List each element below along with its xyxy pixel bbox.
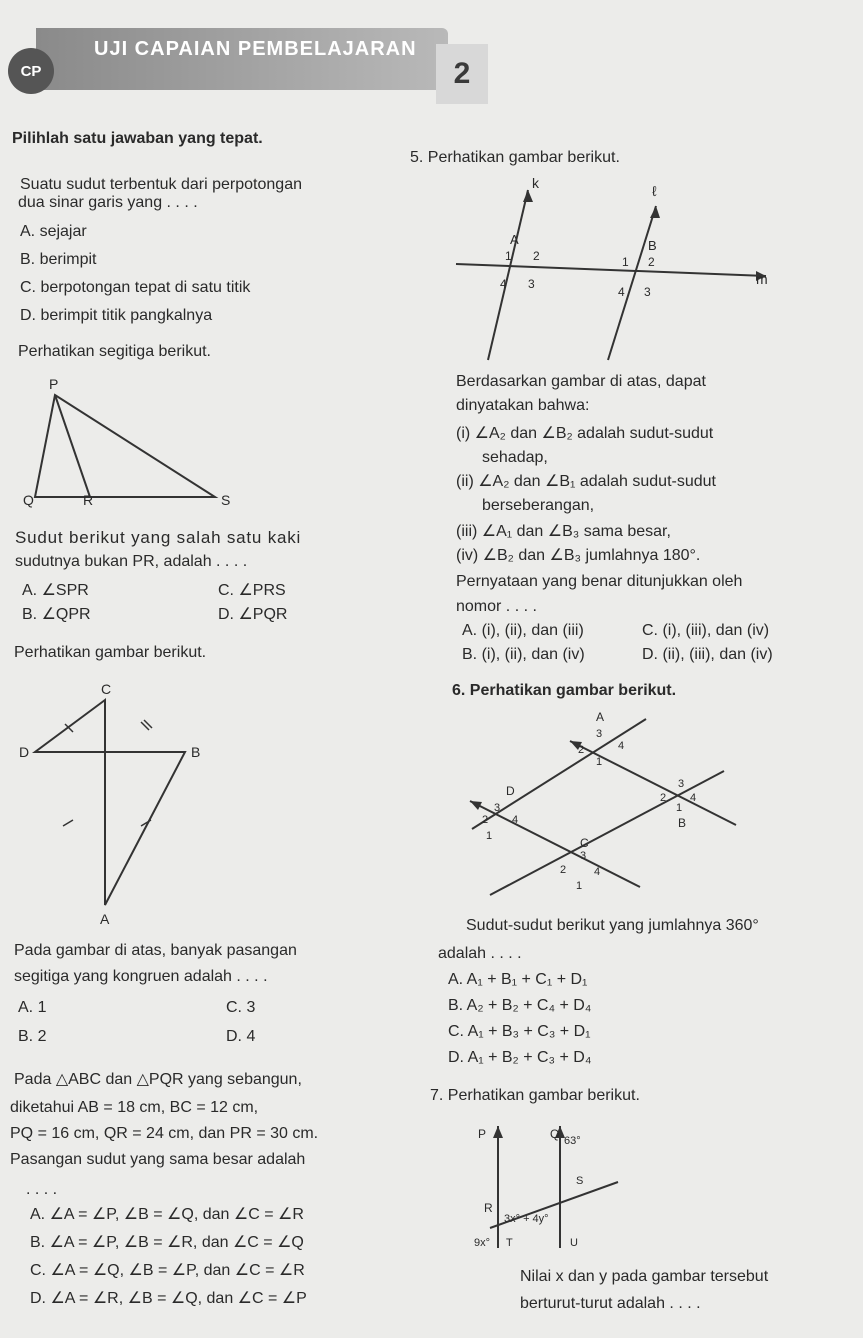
- q7-label-q: Q: [550, 1127, 560, 1141]
- q5-statement-iii: (iii) ∠A₁ dan ∠B₃ sama besar,: [456, 523, 671, 540]
- q5-statement-ii-cont: berseberangan,: [482, 497, 595, 514]
- q7-angle-figure: [470, 1120, 650, 1260]
- q3-option-c[interactable]: C. 3: [226, 999, 256, 1016]
- q3-option-a[interactable]: A. 1: [18, 999, 47, 1016]
- q2-question-line1: Sudut berikut yang salah satu kaki: [15, 528, 302, 547]
- q3-label-b: B: [191, 744, 201, 760]
- q5-b4: 4: [618, 285, 625, 299]
- q7-angle-9x: 9x°: [474, 1237, 491, 1249]
- q5-question-line3: Pernyataan yang benar ditunjukkan oleh: [456, 573, 743, 590]
- q1-option-d[interactable]: D. berimpit titik pangkalnya: [20, 307, 213, 324]
- instruction: Pilihlah satu jawaban yang tepat.: [12, 130, 263, 147]
- q7-label-r: R: [484, 1201, 493, 1215]
- q5-option-b[interactable]: B. (i), (ii), dan (iv): [462, 646, 585, 663]
- q5-b1: 1: [622, 255, 629, 269]
- q6-option-d[interactable]: D. A₁ + B₂ + C₃ + D₄: [448, 1049, 592, 1066]
- q6-c1: 1: [576, 880, 583, 892]
- q4-option-c[interactable]: C. ∠A = ∠Q, ∠B = ∠P, dan ∠C = ∠R: [30, 1262, 305, 1279]
- q6-a3: 3: [596, 728, 603, 740]
- q5-statement-i: (i) ∠A₂ dan ∠B₂ adalah sudut-sudut: [456, 425, 714, 442]
- q6-c2: 2: [560, 864, 567, 876]
- q7-question-line1: Nilai x dan y pada gambar tersebut: [520, 1268, 769, 1285]
- q6-option-b[interactable]: B. A₂ + B₂ + C₄ + D₄: [448, 997, 592, 1014]
- q7-label-u: U: [570, 1237, 578, 1249]
- q6-c3: 3: [580, 850, 587, 862]
- q6-stem: 6. Perhatikan gambar berikut.: [452, 682, 677, 699]
- q2-option-d[interactable]: D. ∠PQR: [218, 606, 288, 623]
- q2-triangle-figure: [15, 375, 245, 515]
- q7-angle-63: 63°: [564, 1135, 581, 1147]
- q1-option-a[interactable]: A. sejajar: [20, 223, 87, 240]
- q1-stem-line1: Suatu sudut terbentuk dari perpotongan: [20, 176, 302, 193]
- q5-question-line1: Berdasarkan gambar di atas, dapat: [456, 373, 706, 390]
- q5-statement-i-cont: sehadap,: [482, 449, 548, 466]
- q3-option-b[interactable]: B. 2: [18, 1028, 47, 1045]
- cp-logo: CP: [8, 48, 54, 94]
- q6-c4: 4: [594, 866, 601, 878]
- q2-label-s: S: [221, 492, 231, 508]
- q4-option-d[interactable]: D. ∠A = ∠R, ∠B = ∠Q, dan ∠C = ∠P: [30, 1290, 307, 1307]
- q2-label-p: P: [49, 376, 59, 392]
- q6-label-a: A: [596, 710, 605, 724]
- q5-label-a: A: [510, 232, 519, 247]
- q1-stem-line2: dua sinar garis yang . . . .: [18, 194, 198, 211]
- q2-label-q: Q: [23, 492, 34, 508]
- q5-a4: 4: [500, 277, 507, 291]
- q3-label-d: D: [19, 744, 30, 760]
- q6-b4: 4: [690, 792, 697, 804]
- q6-question-line2: adalah . . . .: [438, 945, 522, 962]
- q6-label-d: D: [506, 784, 515, 798]
- q7-question-line2: berturut-turut adalah . . . .: [520, 1295, 701, 1312]
- q6-a2: 2: [578, 744, 585, 756]
- q4-option-b[interactable]: B. ∠A = ∠P, ∠B = ∠R, dan ∠C = ∠Q: [30, 1234, 304, 1251]
- q7-label-t: T: [506, 1237, 513, 1249]
- q3-option-d[interactable]: D. 4: [226, 1028, 256, 1045]
- q6-label-b: B: [678, 816, 687, 830]
- section-number-badge: 2: [436, 44, 488, 104]
- q5-a1: 1: [505, 249, 512, 263]
- q4-stem-line5: . . . .: [26, 1181, 58, 1198]
- q4-option-a[interactable]: A. ∠A = ∠P, ∠B = ∠Q, dan ∠C = ∠R: [30, 1206, 304, 1223]
- q7-label-p: P: [478, 1127, 487, 1141]
- q6-option-a[interactable]: A. A₁ + B₁ + C₁ + D₁: [448, 971, 588, 988]
- q3-question-line2: segitiga yang kongruen adalah . . . .: [14, 968, 268, 985]
- q5-parallel-lines-figure: [448, 172, 778, 362]
- q3-kite-figure: [15, 680, 225, 930]
- q5-option-a[interactable]: A. (i), (ii), dan (iii): [462, 622, 584, 639]
- q5-b2: 2: [648, 255, 655, 269]
- q2-option-c[interactable]: C. ∠PRS: [218, 582, 286, 599]
- q6-a1: 1: [596, 756, 603, 768]
- q7-stem: 7. Perhatikan gambar berikut.: [430, 1087, 640, 1104]
- q6-lines-figure: [460, 705, 750, 905]
- q5-question-line2: dinyatakan bahwa:: [456, 397, 590, 414]
- q5-statement-iv: (iv) ∠B₂ dan ∠B₃ jumlahnya 180°.: [456, 547, 701, 564]
- q6-d4: 4: [512, 814, 519, 826]
- q7-label-s: S: [576, 1175, 584, 1187]
- q5-statement-ii: (ii) ∠A₂ dan ∠B₁ adalah sudut-sudut: [456, 473, 716, 490]
- q3-label-a: A: [100, 911, 110, 927]
- q5-b3: 3: [644, 285, 651, 299]
- q5-label-l: ℓ: [652, 183, 657, 199]
- q1-option-b[interactable]: B. berimpit: [20, 251, 97, 268]
- q6-b1: 1: [676, 802, 683, 814]
- q6-label-c: C: [580, 836, 589, 850]
- q6-a4: 4: [618, 740, 625, 752]
- q6-question-line1: Sudut-sudut berikut yang jumlahnya 360°: [466, 917, 759, 934]
- q5-label-b: B: [648, 238, 657, 253]
- q6-d3: 3: [494, 802, 501, 814]
- q6-b3: 3: [678, 778, 685, 790]
- page-title: UJI CAPAIAN PEMBELAJARAN: [94, 38, 417, 60]
- q5-option-c[interactable]: C. (i), (iii), dan (iv): [642, 622, 770, 639]
- q5-a2: 2: [533, 249, 540, 263]
- q3-stem: Perhatikan gambar berikut.: [14, 644, 207, 661]
- q4-stem-line2: diketahui AB = 18 cm, BC = 12 cm,: [10, 1099, 259, 1116]
- q4-stem-line1: Pada △ABC dan △PQR yang sebangun,: [14, 1071, 302, 1088]
- q5-question-line4: nomor . . . .: [456, 598, 537, 615]
- q2-option-a[interactable]: A. ∠SPR: [22, 582, 89, 599]
- q3-question-line1: Pada gambar di atas, banyak pasangan: [14, 942, 297, 959]
- q7-angle-3x4y: 3x° + 4y°: [504, 1213, 549, 1225]
- q2-option-b[interactable]: B. ∠QPR: [22, 606, 91, 623]
- q2-stem: Perhatikan segitiga berikut.: [18, 343, 211, 360]
- q5-label-k: k: [532, 175, 539, 191]
- header-banner: [36, 28, 448, 90]
- q5-stem: 5. Perhatikan gambar berikut.: [410, 149, 620, 166]
- q2-question-line2: sudutnya bukan PR, adalah . . . .: [15, 553, 248, 570]
- q6-b2: 2: [660, 792, 667, 804]
- q6-d2: 2: [482, 814, 489, 826]
- q5-a3: 3: [528, 277, 535, 291]
- q4-stem-line3: PQ = 16 cm, QR = 24 cm, dan PR = 30 cm.: [10, 1125, 319, 1142]
- q6-option-c[interactable]: C. A₁ + B₃ + C₃ + D₁: [448, 1023, 591, 1040]
- q4-stem-line4: Pasangan sudut yang sama besar adalah: [10, 1151, 306, 1168]
- q6-d1: 1: [486, 830, 493, 842]
- q3-label-c: C: [101, 681, 112, 697]
- q5-label-m: m: [756, 271, 768, 287]
- q5-option-d[interactable]: D. (ii), (iii), dan (iv): [642, 646, 773, 663]
- q1-option-c[interactable]: C. berpotongan tepat di satu titik: [20, 279, 251, 296]
- q2-label-r: R: [83, 492, 94, 508]
